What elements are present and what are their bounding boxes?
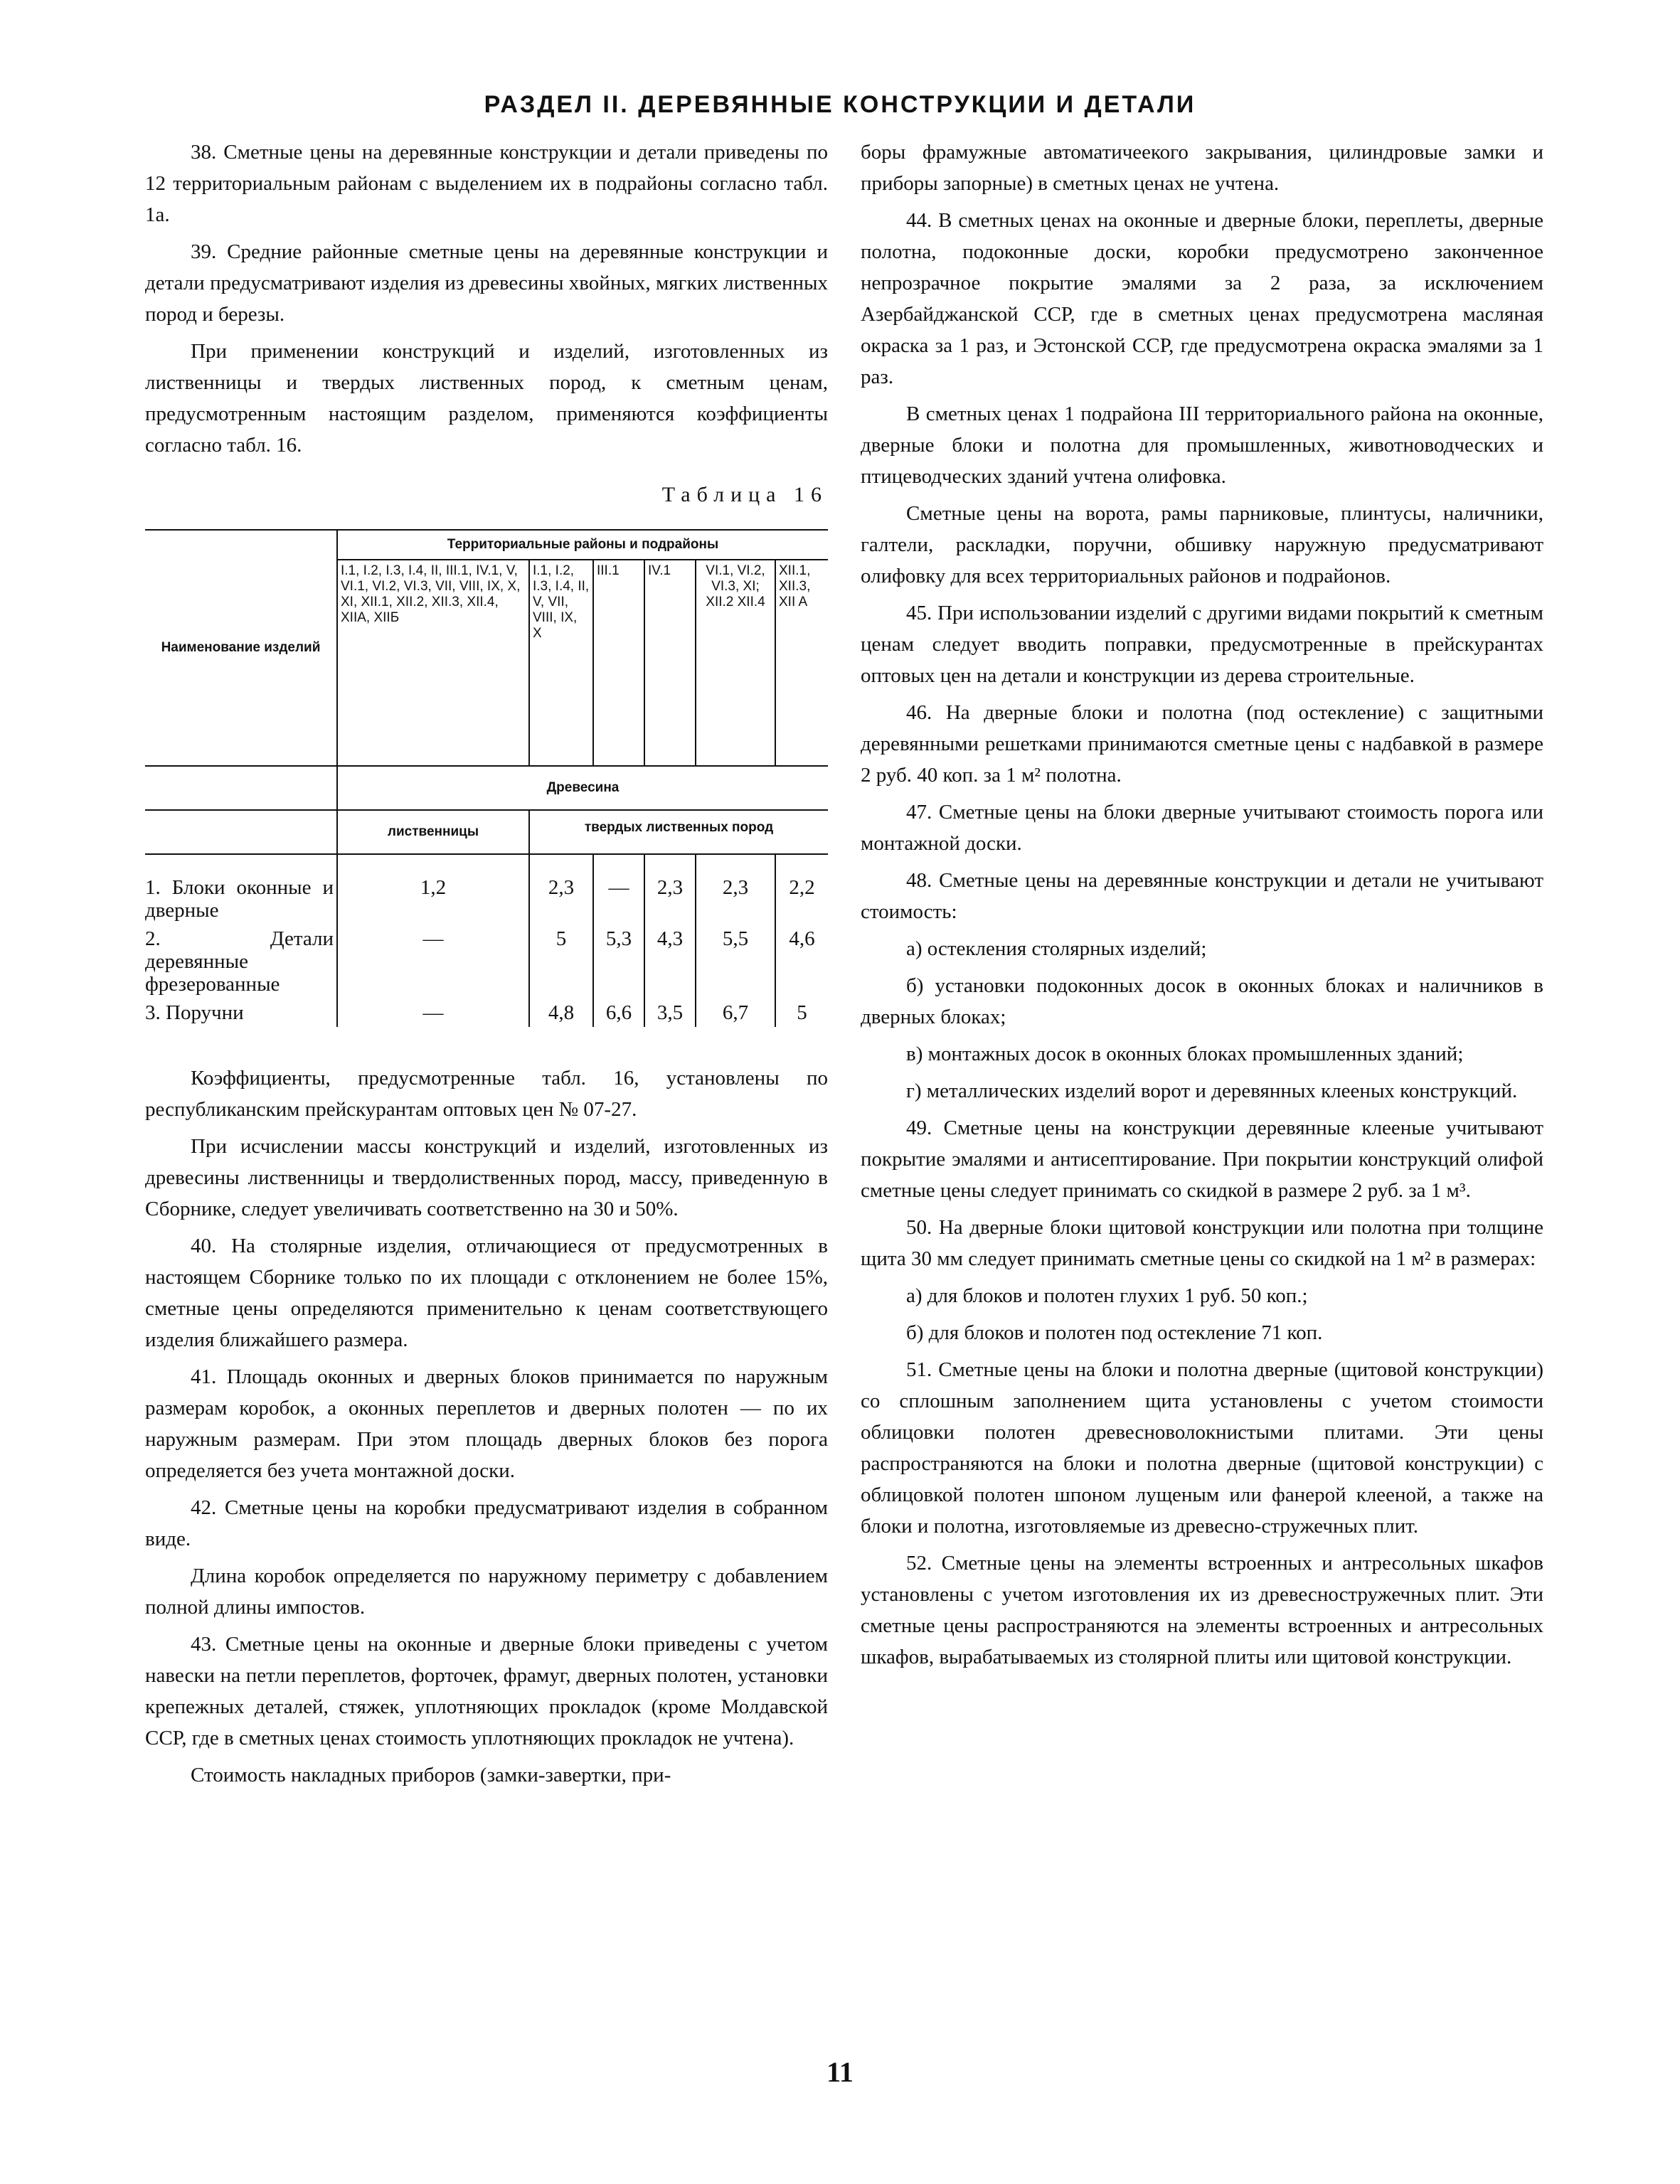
left-column xyxy=(145,137,828,1796)
header-regions: Территориальные районы и подрайоны xyxy=(337,530,828,560)
paragraph-44: 44. В сметных ценах на оконные и дверные блоки, переплеты, дверные полотна, подоконные доски, коробки предусмотрено законченное непрозрачное покрытие эмалями за 2 раза, за исключением Азербайджанской ССР, где в сметных ценах предусмотрена масляная окраска за 1 раз, и Эстонской ССР, где предусмотрена окраска эмалями за 1 раз. xyxy=(861,209,1543,388)
region-col-6: XII.1, XII.3, XII A xyxy=(775,560,828,766)
table-row xyxy=(145,925,828,998)
paragraph-51: 51. Сметные цены на блоки и полотна дверные (щитовой конструкции) со сплошным заполнением щита установлены с учетом стоимости облицовки полотен древесноволокнистыми плитами. Эти цены распространяются на блоки и полотна дверные (щитовой конструкции) с облицовкой полотен шпоном лущеным или фанерой клееной, а также на блоки и полотна, изготовляемые из древесно-стружечных плит. xyxy=(861,1358,1543,1538)
paragraph-40: 40. На столярные изделия, отличающиеся от предусмотренных в настоящем Сборнике только по их площади с отклонением не более 15%, сметные цены определяются применительно к ценам соответствующего изделия ближайшего размера. xyxy=(145,1235,828,1351)
paragraph-50-b: б) для блоков и полотен под остекление 71 коп. xyxy=(906,1321,1323,1344)
header-name: Наименование изделий xyxy=(145,530,337,766)
cell: 2,3 xyxy=(644,854,696,925)
cell: 6,7 xyxy=(696,998,775,1027)
region-col-1: I.1, I.2, I.3, I.4, II, III.1, IV.1, V, VI.1, VI.2, VI.3, VII, VIII, IX, X, XI, XII.1, XII.2, XII.3, XII.4, XIIA, XIIБ xyxy=(337,560,529,766)
paragraph-47: 47. Сметные цены на блоки дверные учитывают стоимость порога или монтажной доски. xyxy=(861,801,1543,855)
paragraph-44-cont: В сметных ценах 1 подрайона III территориального района на оконные, дверные блоки и полотна для промышленных, животноводческих и птицеводческих зданий учтена олифовка. xyxy=(861,403,1543,488)
paragraph-mass: При исчислении массы конструкций и изделий, изготовленных из древесины лиственницы и твердолиственных пород, массу, приведенную в Сборнике, следует увеличивать соответственно на 30 и 50%. xyxy=(145,1135,828,1220)
paragraph-48-a: а) остекления столярных изделий; xyxy=(906,937,1207,960)
cell: 5 xyxy=(775,998,828,1027)
region-col-3: III.1 xyxy=(593,560,644,766)
coefficient-table xyxy=(145,529,828,1027)
region-col-4: IV.1 xyxy=(644,560,696,766)
paragraph-50: 50. На дверные блоки щитовой конструкции или полотна при толщине щита 30 мм следует принимать сметные цены со скидкой на 1 м² в размерах: xyxy=(861,1216,1543,1270)
paragraph-52: 52. Сметные цены на элементы встроенных и антресольных шкафов установлены с учетом изготовления их из древесностружечных плит. Эти сметные цены распространяются на элементы встроенных и антресольных шкафов, вырабатываемых из столярной плиты или щитовой конструкции. xyxy=(861,1552,1543,1668)
paragraph-48-d: г) металлических изделий ворот и деревянных клееных конструкций. xyxy=(906,1080,1518,1102)
header-larch: лиственницы xyxy=(337,810,529,854)
page-number: 11 xyxy=(826,2056,854,2088)
paragraph-42: 42. Сметные цены на коробки предусматривают изделия в собранном виде. xyxy=(145,1496,828,1550)
cell: 5 xyxy=(529,925,593,998)
cell: 4,6 xyxy=(775,925,828,998)
paragraph-41: 41. Площадь оконных и дверных блоков принимается по наружным размерам коробок, а оконных переплетов и дверных полотен — по их наружным размерам. При этом площадь дверных блоков без порога определяется без учета монтажной доски. xyxy=(145,1365,828,1482)
cell: 5,5 xyxy=(696,925,775,998)
table-row xyxy=(145,998,828,1027)
paragraph-48-b: б) установки подоконных досок в оконных блоках и наличников в дверных блоках; xyxy=(861,974,1543,1028)
table-caption: Таблица 16 xyxy=(661,483,828,506)
header-wood: Древесина xyxy=(337,766,828,810)
row-name: 3. Поручни xyxy=(145,1001,244,1024)
table-row xyxy=(145,854,828,925)
cell: 3,5 xyxy=(644,998,696,1027)
paragraph-50-a: а) для блоков и полотен глухих 1 руб. 50 коп.; xyxy=(906,1284,1308,1307)
right-column xyxy=(861,137,1543,1678)
cell: 2,3 xyxy=(529,854,593,925)
cell: 5,3 xyxy=(593,925,644,998)
cell: — xyxy=(593,854,644,925)
paragraph-43-cont: Стоимость накладных приборов (замки-завертки, при- xyxy=(191,1764,671,1786)
paragraph-49: 49. Сметные цены на конструкции деревянные клееные учитывают покрытие эмалями и антисептирование. При покрытии конструкций олифой сметные цены следует принимать со скидкой в размере 2 руб. за 1 м³. xyxy=(861,1117,1543,1202)
cell: 2,3 xyxy=(696,854,775,925)
page-title: РАЗДЕЛ II. ДЕРЕВЯННЫЕ КОНСТРУКЦИИ И ДЕТАЛИ xyxy=(484,91,1196,118)
paragraph-45: 45. При использовании изделий с другими видами покрытий к сметным ценам следует вводить поправки, предусмотренные в прейскурантах оптовых цен на детали и конструкции из дерева строительные. xyxy=(861,602,1543,687)
region-col-2: I.1, I.2, I.3, I.4, II, V, VII, VIII, IX, X xyxy=(529,560,593,766)
paragraph-43-end: боры фрамужные автоматичеекого закрывания, цилиндровые замки и приборы запорные) в сметных ценах не учтена. xyxy=(861,141,1543,195)
row-name: 1. Блоки оконные и дверные xyxy=(145,876,334,922)
cell: 6,6 xyxy=(593,998,644,1027)
paragraph-38: 38. Сметные цены на деревянные конструкции и детали приведены по 12 территориальным районам с выделением их в подрайоны согласно табл. 1а. xyxy=(145,141,828,226)
paragraph-39-cont: При применении конструкций и изделий, изготовленных из лиственницы и твердых лиственных пород, к сметным ценам, предусмотренным настоящим разделом, применяются коэффициенты согласно табл. 16. xyxy=(145,340,828,457)
cell: — xyxy=(337,998,529,1027)
cell: — xyxy=(337,925,529,998)
paragraph-39: 39. Средние районные сметные цены на деревянные конструкции и детали предусматривают изделия из древесины хвойных, мягких лиственных пород и березы. xyxy=(145,240,828,326)
paragraph-48-c: в) монтажных досок в оконных блоках промышленных зданий; xyxy=(906,1043,1464,1065)
paragraph-coefficients: Коэффициенты, предусмотренные табл. 16, установлены по республиканским прейскурантам оптовых цен № 07-27. xyxy=(145,1067,828,1121)
region-col-5: VI.1, VI.2, VI.3, XI; XII.2 XII.4 xyxy=(696,560,775,766)
cell: 1,2 xyxy=(337,854,529,925)
paragraph-44-cont-2: Сметные цены на ворота, рамы парниковые, плинтусы, наличники, галтели, раскладки, поручни, обшивку наружную предусматривают олифовку для всех территориальных районов и подрайонов. xyxy=(861,502,1543,587)
cell: 4,3 xyxy=(644,925,696,998)
cell: 2,2 xyxy=(775,854,828,925)
cell: 4,8 xyxy=(529,998,593,1027)
paragraph-43: 43. Сметные цены на оконные и дверные блоки приведены с учетом навески на петли переплетов, форточек, фрамуг, дверных полотен, установки крепежных деталей, стяжек, уплотняющих прокладок (кроме Молдавской ССР, где в сметных ценах стоимость уплотняющих прокладок не учтена). xyxy=(145,1633,828,1749)
row-name: 2. Детали деревянные фрезерованные xyxy=(145,927,334,996)
paragraph-42-cont: Длина коробок определяется по наружному периметру с добавлением полной длины импостов. xyxy=(145,1565,828,1619)
header-hard-wood: твердых лиственных пород xyxy=(529,810,828,854)
paragraph-46: 46. На дверные блоки и полотна (под остекление) с защитными деревянными решетками принимаются сметные цены с надбавкой в размере 2 руб. 40 коп. за 1 м² полотна. xyxy=(861,701,1543,787)
paragraph-48: 48. Сметные цены на деревянные конструкции и детали не учитывают стоимость: xyxy=(861,869,1543,923)
